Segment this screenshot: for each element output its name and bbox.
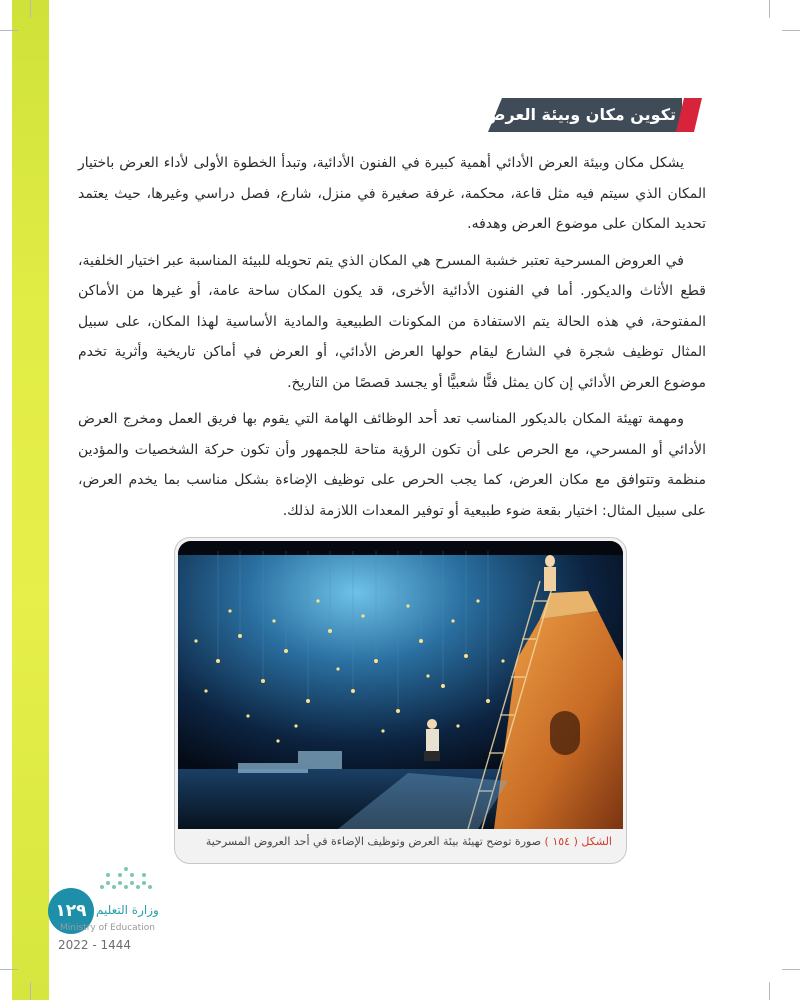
figure (174, 537, 627, 864)
crop-mark (0, 969, 18, 970)
crop-mark (769, 982, 770, 1000)
figure-label: الشكل ( ١٥٤ ) (544, 835, 612, 848)
figure-caption-text: صورة توضح تهيئة بيئة العرض وتوظيف الإضاءة في أحد العروض المسرحية (205, 835, 542, 848)
paragraph-1: يشكل مكان وبيئة العرض الأدائي أهمية كبيرة في الفنون الأدائية، وتبدأ الخطوة الأولى لأداء العرض باختيار المكان الذي سيتم فيه مثل قاعة، محكمة، غرفة صغيرة في منزل، شارع، فصل دراسي وغيرها، حيث يعتمد تحديد المكان على موضوع العرض وهدفه. (78, 155, 706, 232)
crop-mark (0, 30, 18, 31)
crop-mark (782, 30, 800, 31)
crop-mark (782, 969, 800, 970)
ministry-logo-icon (96, 865, 158, 897)
edition-year: 2022 - 1444 (58, 938, 132, 952)
stage-photo (178, 541, 623, 829)
body-text (78, 148, 706, 532)
crop-mark (30, 982, 31, 1000)
ministry-name-en: Ministry of Education (60, 923, 155, 933)
figure-caption (206, 830, 612, 854)
paragraph-2: في العروض المسرحية تعتبر خشبة المسرح هي المكان الذي يتم تحويله للبيئة المناسبة عبر اختيار الخلفية، قطع الأثاث والديكور. أما في الفنون الأدائية الأخرى، قد يكون المكان ساحة عامة، أو غيرها من الأماكن المفتوحة، في هذه الحالة يتم الاستفادة من المكونات الطبيعية والمادية الأساسية لهذا المكان، على سبيل المثال توظيف شجرة في الشارع ليقام حولها العرض الأدائي، أو العرض في أماكن تاريخية وأثرية تخدم موضوع العرض الأدائي إن كان يمثل فنًّا شعبيًّا أو يجسد قصصًا من التاريخ. (78, 252, 706, 391)
side-color-bar (12, 0, 49, 1000)
paragraph-3: ومهمة تهيئة المكان بالديكور المناسب تعد أحد الوظائف الهامة التي يقوم بها فريق العمل ومخرج العرض الأدائي أو المسرحي، مع الحرص على أن تكون الرؤية متاحة للجمهور وأن تكون حركة الشخصيات والمؤدين منظمة وتتوافق مع مكان العرض، كما يجب الحرص على توظيف الإضاءة بشكل مناسب بما يخدم العرض، على سبيل المثال: اختيار بقعة ضوء طبيعية أو توفير المعدات اللازمة لذلك. (78, 411, 706, 519)
crop-mark (30, 0, 31, 18)
section-header (477, 98, 702, 132)
section-title: تكوين مكان وبيئة العرض: (477, 105, 676, 124)
page-number: ١٢٩ (48, 888, 94, 934)
crop-mark (769, 0, 770, 18)
ministry-name: وزارة التعليم (96, 903, 159, 917)
